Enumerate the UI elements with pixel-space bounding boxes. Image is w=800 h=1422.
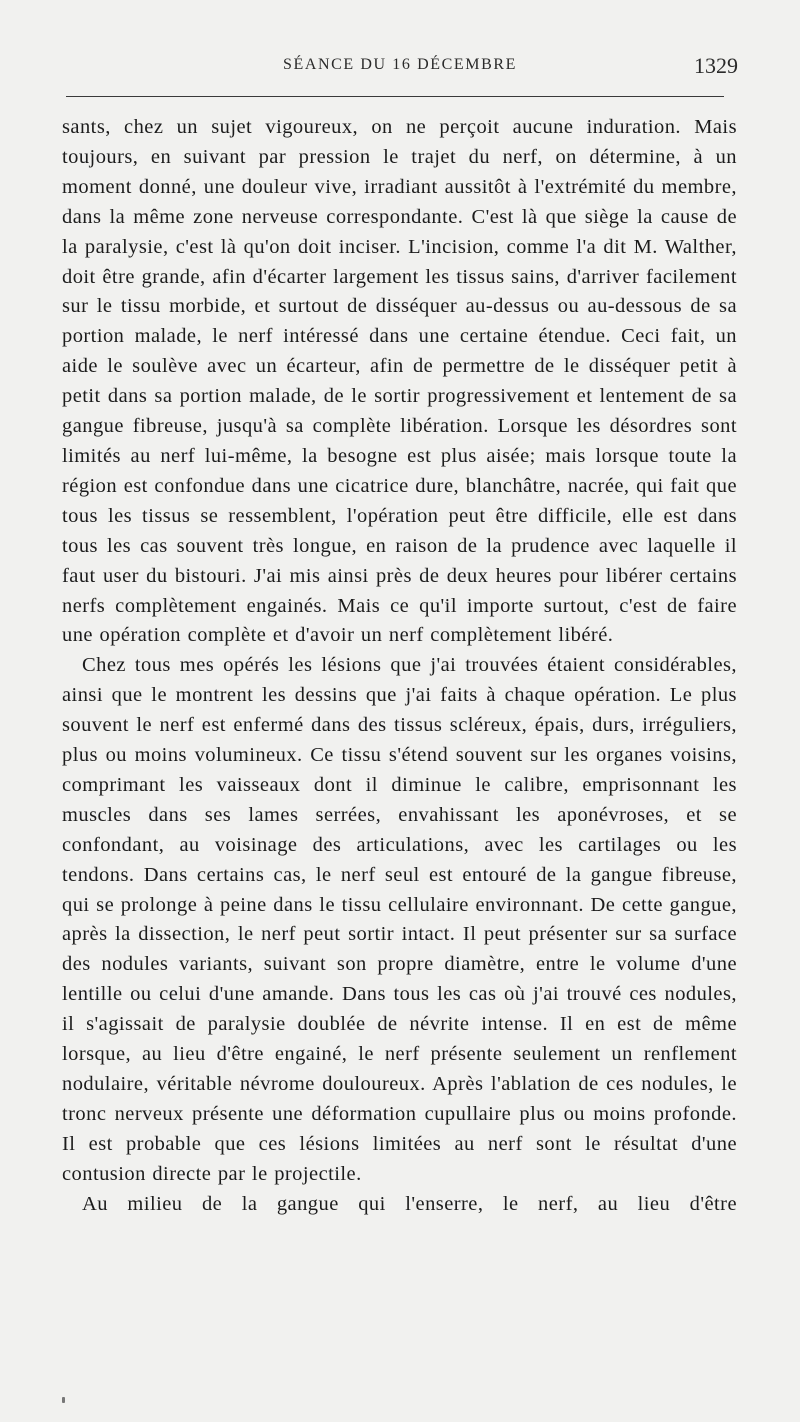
paragraph-truncated [62, 1190, 737, 1220]
page-number: 1329 [694, 53, 738, 78]
running-head-title: SÉANCE DU 16 DÉCEMBRE [282, 56, 518, 73]
header-rule [66, 96, 724, 97]
paragraph-text: Chez tous mes opérés les lésions que j'ai trouvées étaient considérables, ainsi que le montrent les dessins que j'ai faits à chaque opération. Le plus souvent le nerf est enfermé dans des tissus scléreux, épais, durs, irréguliers, plus ou moins volumineux. Ce tissu s'étend souvent sur les organes voisins, comprimant les vaisseaux dont il diminue le calibre, emprisonnant les muscles dans ses lames serrées, envahissant les aponévroses, et se confondant, au voisinage des articulations, avec les cartilages ou les tendons. Dans certains cas, le nerf seul est entouré de la gangue fibreuse, qui se prolonge à peine dans le tissu cellulaire environnant. De cette gangue, après la dissection, le nerf peut sortir intact. Il peut présenter sur sa surface des nodules variants, suivant son propre diamètre, entre le volume d'une lentille ou celui d'une amande. Dans tous les cas où j'ai trouvé ces nodules, il s'agissait de paralysie doublée de névrite intense. Il en est de même lorsque, au lieu d'être engainé, le nerf présente seulement un renflement nodulaire, véritable névrome douloureux. Après l'ablation de ces nodules, le tronc nerveux présente une déformation cupullaire plus ou moins profonde. Il est probable que ces lésions limitées au nerf sont le résultat d'une contusion directe par le projectile. [62, 654, 737, 1185]
print-speck [62, 1397, 65, 1403]
paragraph-text: sants, chez un sujet vigoureux, on ne perçoit aucune induration. Mais toujours, en suivant par pression le trajet du nerf, on détermine, à un moment donné, une douleur vive, irradiant aussitôt à l'extrémité du membre, dans la même zone nerveuse correspondante. C'est là que siège la cause de la paralysie, c'est là qu'on doit inciser. L'incision, comme l'a dit M. Walther, doit être grande, afin d'écarter largement les tissus sains, d'arriver facilement sur le tissu morbide, et surtout de disséquer au-dessus ou au-dessous de sa portion malade, le nerf intéressé dans une certaine étendue. Ceci fait, un aide le soulève avec un écarteur, afin de permettre de le disséquer petit à petit dans sa portion malade, de le sortir progressivement et lentement de sa gangue fibreuse, jusqu'à sa complète libération. Lorsque les désordres sont limités au nerf lui-même, la besogne est plus aisée; mais lorsque toute la région est confondue dans une cicatrice dure, blanchâtre, nacrée, qui fait que tous les tissus se ressemblent, l'opération peut être difficile, elle est dans tous les cas souvent très longue, en raison de la prudence avec laquelle il faut user du bistouri. J'ai mis ainsi près de deux heures pour libérer certains nerfs complètement engainés. Mais ce qu'il importe surtout, c'est de faire une opération complète et d'avoir un nerf complètement libéré. [62, 116, 737, 647]
paragraph-text: Au milieu de la gangue qui l'enserre, le nerf, au lieu d'être [82, 1192, 737, 1215]
paragraph [62, 651, 737, 1189]
body-text [62, 113, 737, 1220]
running-head [62, 52, 738, 80]
paragraph-continued [62, 113, 737, 651]
